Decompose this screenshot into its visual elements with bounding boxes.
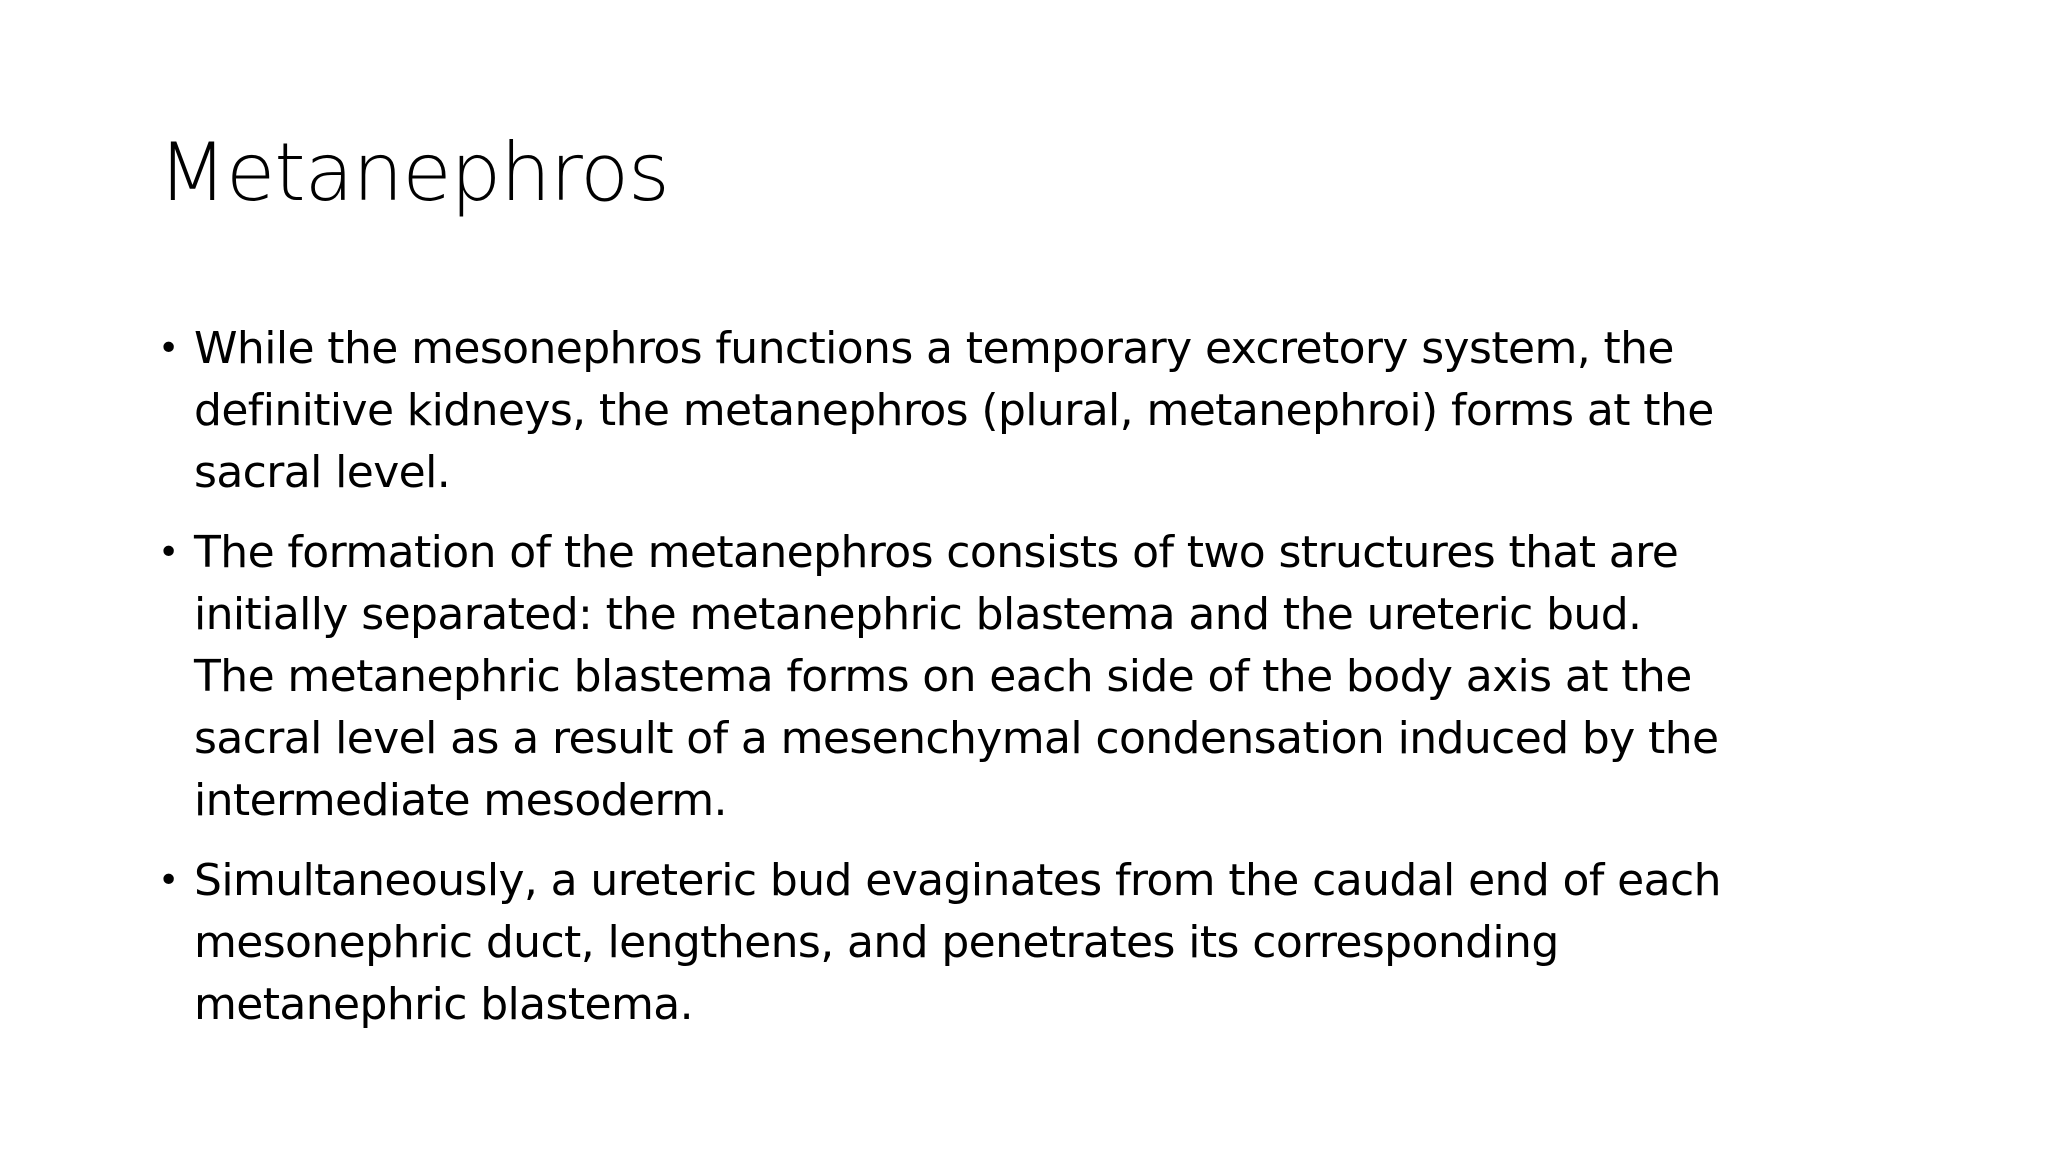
bullet-line: initially separated: the metanephric blastema and the ureteric bud. (194, 589, 1642, 640)
bullet-line: Simultaneously, a ureteric bud evaginates from the caudal end of each (194, 855, 1721, 906)
bullet-line: metanephric blastema. (194, 979, 693, 1030)
bullet-marker: • (158, 328, 179, 369)
bullet-list (158, 318, 1898, 1054)
bullet-line: The formation of the metanephros consists of two structures that are (194, 527, 1679, 578)
bullet-line: sacral level. (194, 447, 451, 498)
bullet-item (158, 522, 1898, 832)
bullet-line: mesonephric duct, lengthens, and penetrates its corresponding (194, 917, 1559, 968)
bullet-line: definitive kidneys, the metanephros (plural, metanephroi) forms at the (194, 385, 1714, 436)
bullet-item (158, 850, 1898, 1036)
bullet-item (158, 318, 1898, 504)
bullet-marker: • (158, 532, 179, 573)
bullet-line: sacral level as a result of a mesenchymal condensation induced by the (194, 713, 1719, 764)
bullet-line: While the mesonephros functions a temporary excretory system, the (194, 323, 1674, 374)
bullet-marker: • (158, 860, 179, 901)
slide-title: Metanephros (158, 126, 669, 219)
bullet-line: intermediate mesoderm. (194, 775, 727, 826)
bullet-line: The metanephric blastema forms on each side of the body axis at the (194, 651, 1692, 702)
